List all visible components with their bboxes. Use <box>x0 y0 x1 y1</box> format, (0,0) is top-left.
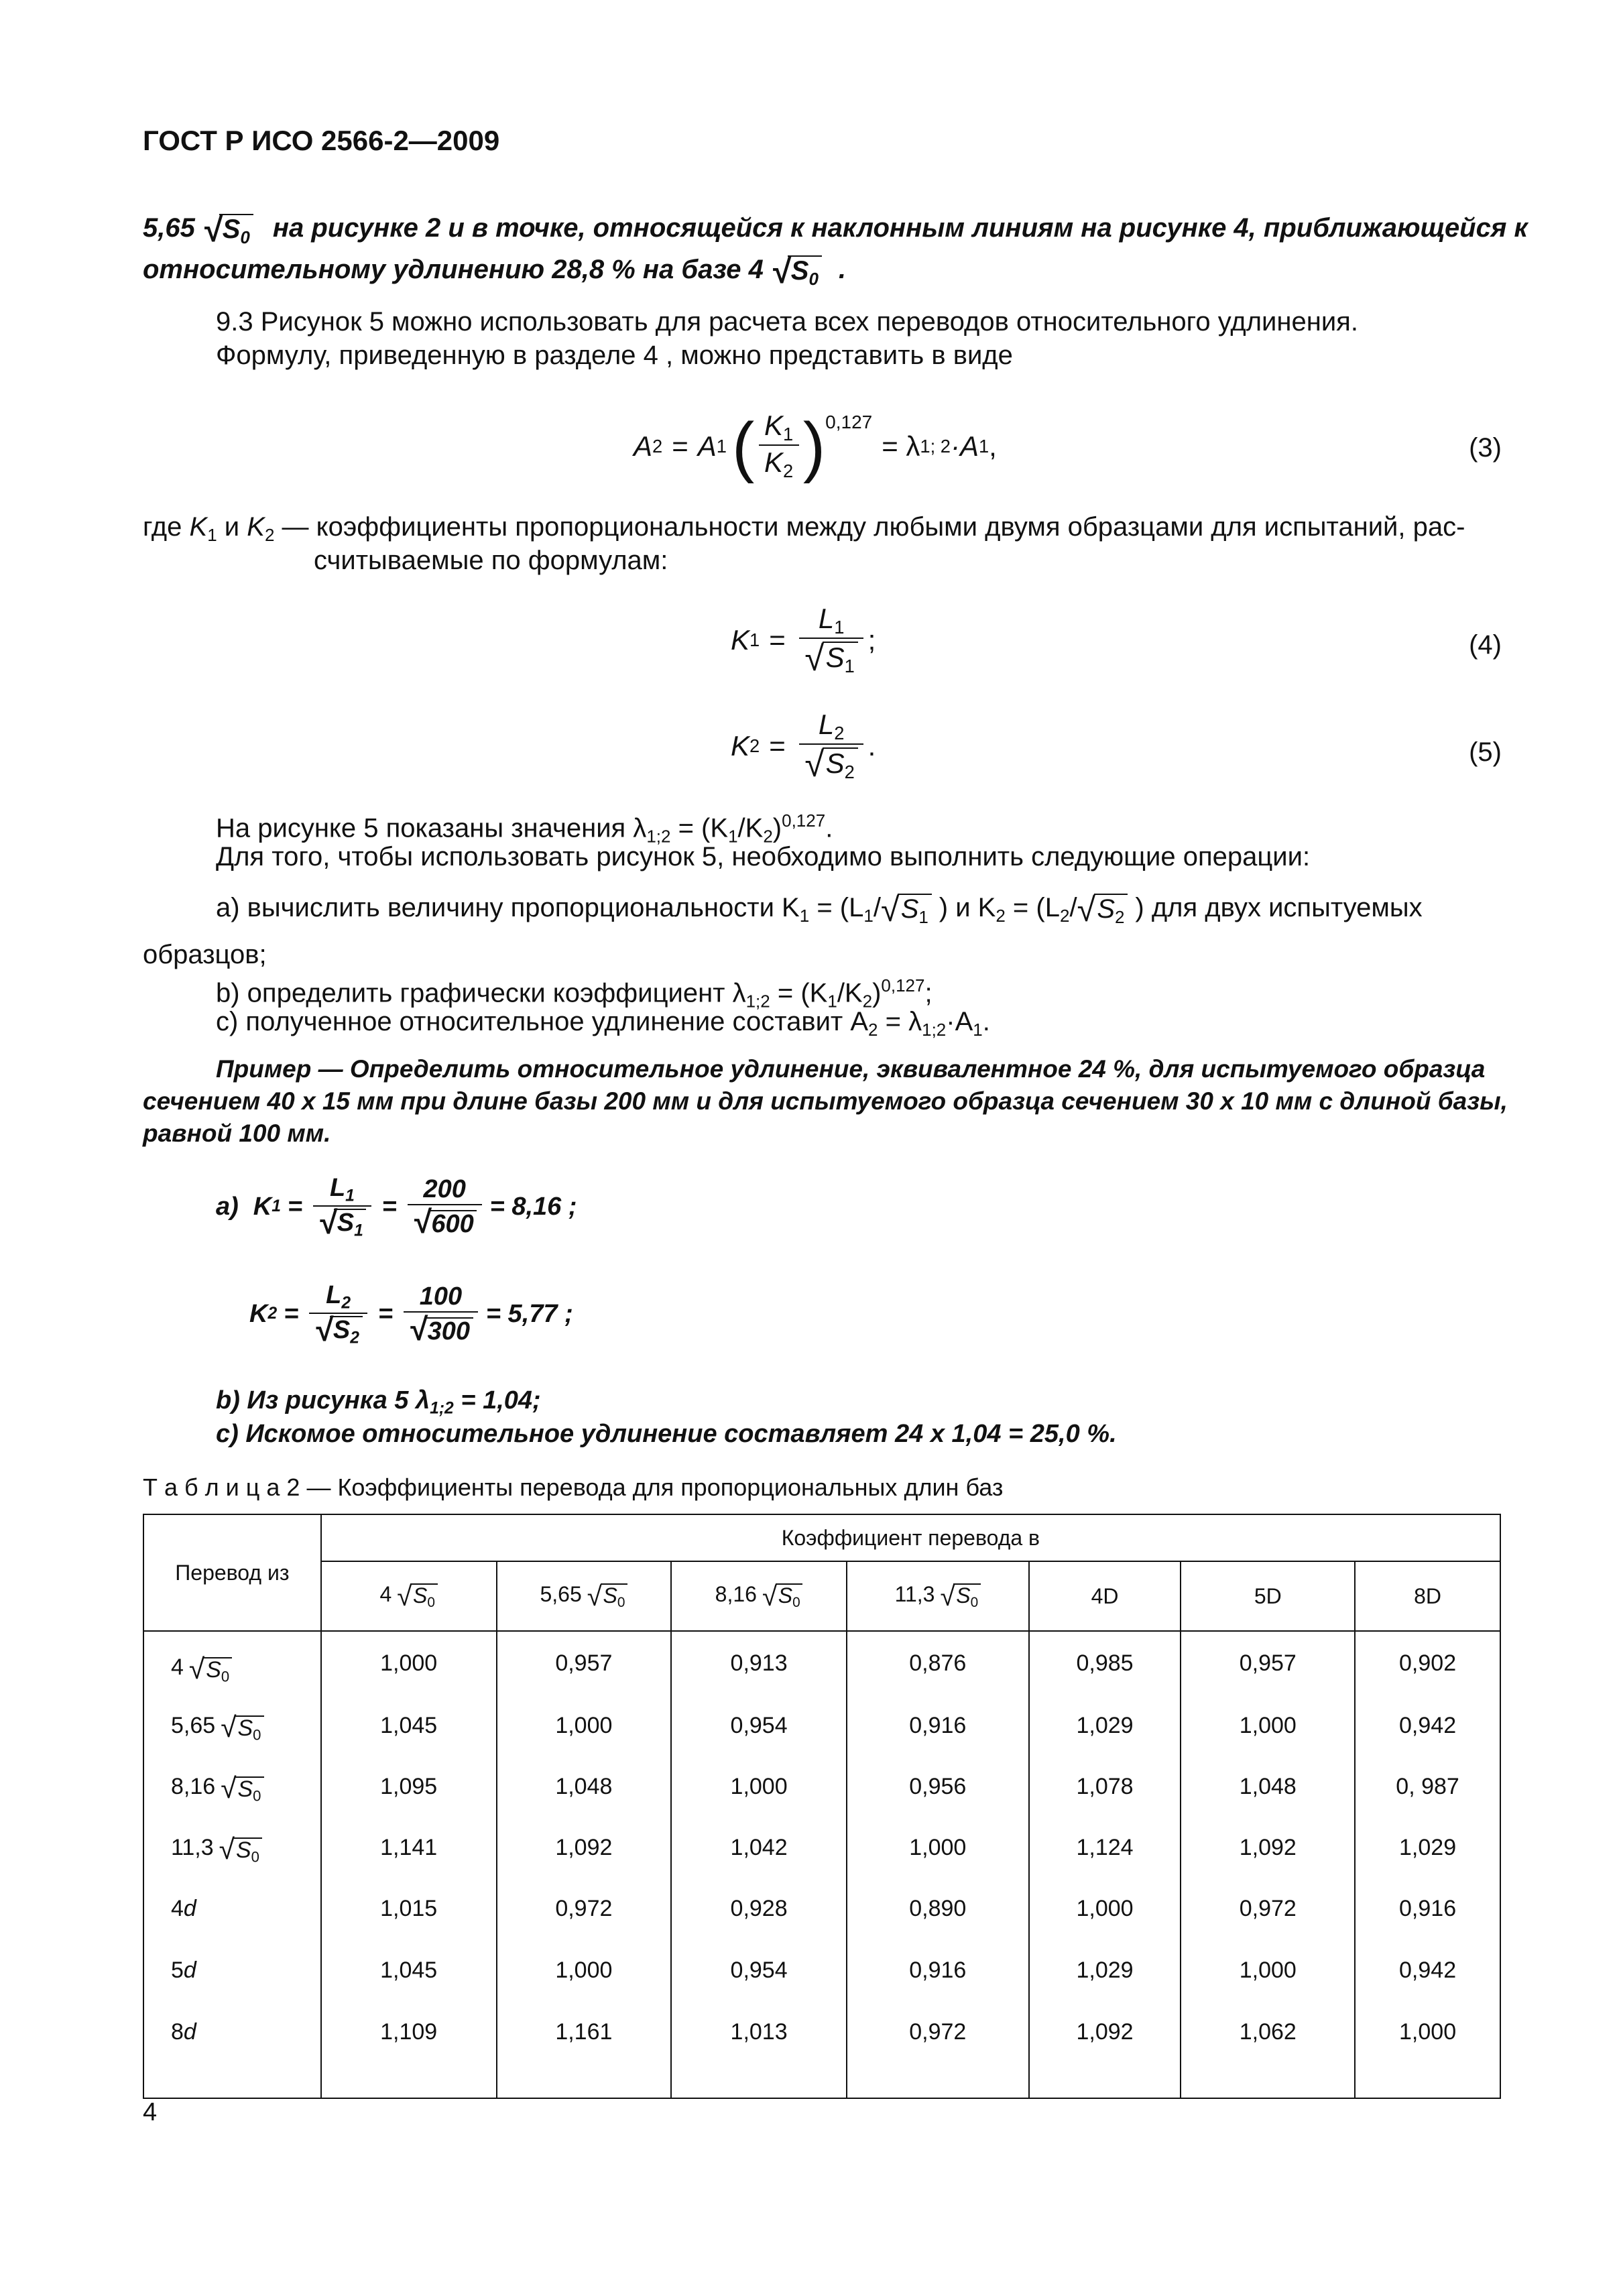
sqrt-symbol: √ $S_0$ <box>771 255 822 288</box>
table-cell: 0, 987 <box>1355 1766 1500 1827</box>
calc-k2: K 2 = $L_2$ √ $S_2$ = 100 √ 300 = 5,77 ; <box>249 1281 573 1349</box>
table-header-row-1 <box>143 1514 1500 1561</box>
sqrt-symbol: √ $S_0$ <box>189 1656 232 1685</box>
table-cell: 1,092 <box>497 1827 672 1888</box>
row-label: 8d <box>143 2011 321 2098</box>
table-header-row-2 <box>143 1561 1500 1631</box>
step-a: а) вычислить величину пропорциональности $K_1 = (L_1/$ √ $S_1$ ) и $K_2 = (L_2/$ √ $S_2$ ) для двух испытуемых <box>216 891 1423 929</box>
table-cell: 0,985 <box>1029 1631 1181 1705</box>
table-row <box>143 1888 1500 1949</box>
table-cell: 1,048 <box>497 1766 672 1827</box>
table-row <box>143 1705 1500 1766</box>
table-cell: 0,913 <box>671 1631 847 1705</box>
where-line-2: считываемые по формулам: <box>314 546 668 575</box>
table-cell: 1,029 <box>1355 1827 1500 1888</box>
step-c: c) полученное относительное удлинение составит $A_2 = \lambda_{1;2}\cdot A_1$. <box>216 1007 990 1040</box>
equation-5: K 2 = $L_2$ √ $S_2$ . <box>731 709 876 784</box>
row-label: 4d <box>143 1888 321 1949</box>
table-cell: 0,957 <box>1181 1631 1355 1705</box>
table-cell: 1,000 <box>671 1766 847 1827</box>
column-header-3: 8,16 √ $S_0$ <box>671 1561 847 1631</box>
conversion-table <box>143 1514 1501 2099</box>
row-label: 11,3 √ $S_0$ <box>143 1827 321 1888</box>
table-cell: 0,972 <box>497 1888 672 1949</box>
intro-line-end: . <box>838 255 846 284</box>
table-cell: 0,876 <box>847 1631 1029 1705</box>
table-cell: 1,000 <box>497 1705 672 1766</box>
document-header: ГОСТ Р ИСО 2566-2—2009 <box>143 125 500 156</box>
figure5-line-1: На рисунке 5 показаны значения $\lambda_{1;2} = (K_1/K_2)^{0,127}$. <box>216 810 833 847</box>
table-cell: 0,928 <box>671 1888 847 1949</box>
column-header-2: 5,65 √ $S_0$ <box>497 1561 672 1631</box>
table-cell: 1,013 <box>671 2011 847 2098</box>
section-9-3-line-2: Формулу, приведенную в разделе 4 , можно представить в виде <box>216 341 1013 370</box>
column-header-5: 4D <box>1029 1561 1181 1631</box>
example-line-1: Пример — Определить относительное удлинение, эквивалентное 24 %, для испытуемого образца <box>216 1055 1486 1083</box>
calc-k1: а) K 1 = $L_1$ √ $S_1$ = 200 √ 600 = 8,16 ; <box>216 1174 577 1242</box>
table-cell: 1,000 <box>1181 1705 1355 1766</box>
sqrt-symbol: √ $S_1$ <box>881 893 932 926</box>
table-cell: 0,902 <box>1355 1631 1500 1705</box>
table-cell: 0,942 <box>1355 1949 1500 2011</box>
column-header-4: 11,3 √ $S_0$ <box>847 1561 1029 1631</box>
table-cell: 0,956 <box>847 1766 1029 1827</box>
row-label: 5d <box>143 1949 321 2011</box>
table-cell: 1,029 <box>1029 1949 1181 2011</box>
row-label: 5,65 √ $S_0$ <box>143 1705 321 1766</box>
table-row <box>143 1631 1500 1705</box>
table-cell: 1,000 <box>1029 1888 1181 1949</box>
table-row <box>143 1949 1500 2011</box>
table-cell: 1,000 <box>1181 1949 1355 2011</box>
sqrt-symbol: √ $S_0$ <box>202 213 253 247</box>
table-cell: 0,916 <box>847 1949 1029 2011</box>
table-caption: Т а б л и ц а 2 — Коэффициенты перевода для пропорциональных длин баз <box>143 1473 1004 1501</box>
step-b: b) определить графически коэффициент $\lambda_{1;2} = (K_1/K_2)^{0,127}$; <box>216 975 933 1012</box>
step-a-continued: образцов; <box>143 940 267 969</box>
table-cell: 1,000 <box>321 1631 497 1705</box>
table-row <box>143 2011 1500 2098</box>
sqrt-symbol: √ $S_0$ <box>221 1775 263 1804</box>
intro-text-1: на рисунке 2 и в точке, относящейся к наклонным линиям на рисунке 4, приближающейся к <box>272 213 1528 243</box>
where-line-1: где $K_1$ и $K_2$ — коэффициенты пропорциональности между любыми двумя образцами для испытаний, рас- <box>143 512 1465 545</box>
table-cell: 0,890 <box>847 1888 1029 1949</box>
equation-4: K 1 = $L_1$ √ $S_1$ ; <box>731 603 876 678</box>
table-cell: 1,141 <box>321 1827 497 1888</box>
table-row <box>143 1766 1500 1827</box>
example-line-3: равной 100 мм. <box>143 1120 331 1147</box>
table-cell: 0,916 <box>1355 1888 1500 1949</box>
table-cell: 1,124 <box>1029 1827 1181 1888</box>
sqrt-symbol: √ $S_0$ <box>940 1583 981 1610</box>
table-cell: 1,015 <box>321 1888 497 1949</box>
example-line-2: сечением 40 х 15 мм при длине базы 200 мм и для испытуемого образца сечением 30 х 10 мм с длиной базы, <box>143 1087 1508 1115</box>
intro-line-2 <box>143 253 846 291</box>
column-header-6: 5D <box>1181 1561 1355 1631</box>
table-cell: 1,092 <box>1029 2011 1181 2098</box>
row-label: 8,16 √ $S_0$ <box>143 1766 321 1827</box>
to-header: Коэффициент перевода в <box>321 1514 1500 1561</box>
section-9-3-line-1: 9.3 Рисунок 5 можно использовать для расчета всех переводов относительного удлинения. <box>216 307 1358 337</box>
calc-b-line: b) Из рисунка 5 $\lambda_{1;2} = 1,04$; <box>216 1386 541 1418</box>
table-cell: 0,916 <box>847 1705 1029 1766</box>
table-cell: 1,000 <box>847 1827 1029 1888</box>
table-cell: 1,029 <box>1029 1705 1181 1766</box>
column-header-1: 4 √ $S_0$ <box>321 1561 497 1631</box>
column-header-7: 8D <box>1355 1561 1500 1631</box>
sqrt-symbol: √ $S_0$ <box>221 1714 263 1743</box>
table-cell: 1,000 <box>497 1949 672 2011</box>
equation-5-number: (5) <box>1469 737 1502 767</box>
table-cell: 0,972 <box>1181 1888 1355 1949</box>
sqrt-symbol: √ $S_2$ <box>1077 893 1128 926</box>
table-cell: 1,062 <box>1181 2011 1355 2098</box>
table-cell: 1,042 <box>671 1827 847 1888</box>
table-cell: 1,045 <box>321 1705 497 1766</box>
page-number: 4 <box>143 2098 158 2126</box>
sqrt-symbol: √ $S_0$ <box>587 1583 628 1610</box>
table-cell: 0,954 <box>671 1705 847 1766</box>
row-label: 4 √ $S_0$ <box>143 1631 321 1705</box>
sqrt-symbol: √ $S_0$ <box>219 1836 262 1865</box>
equation-3: A 2 = A 1 ( $\frac{K_1}{K_2}$ ) 0,127 = λ 1; 2 ·A 1 , <box>634 409 997 485</box>
equation-3-number: (3) <box>1469 433 1502 463</box>
table-cell: 1,045 <box>321 1949 497 2011</box>
sqrt-symbol: √ $S_0$ <box>397 1583 438 1610</box>
table-cell: 0,954 <box>671 1949 847 2011</box>
figure5-line-2: Для того, чтобы использовать рисунок 5, необходимо выполнить следующие операции: <box>216 842 1311 871</box>
table-cell: 1,048 <box>1181 1766 1355 1827</box>
calc-c-line: c) Искомое относительное удлинение составляет 24 х 1,04 = 25,0 %. <box>216 1420 1117 1448</box>
from-header: Перевод из <box>143 1514 321 1631</box>
table-cell: 1,078 <box>1029 1766 1181 1827</box>
equation-3-fraction: $\frac{K_1}{K_2}$ <box>759 410 799 483</box>
table-cell: 0,972 <box>847 2011 1029 2098</box>
table-cell: 0,957 <box>497 1631 672 1705</box>
table-cell: 1,109 <box>321 2011 497 2098</box>
intro-text-2: относительному удлинению 28,8 % на базе 4 <box>143 255 764 284</box>
intro-line-1 <box>143 212 1528 247</box>
table-cell: 1,095 <box>321 1766 497 1827</box>
table-cell: 1,092 <box>1181 1827 1355 1888</box>
intro-prefix: 5,65 <box>143 213 195 243</box>
table-row <box>143 1827 1500 1888</box>
equation-4-number: (4) <box>1469 630 1502 660</box>
table-cell: 1,161 <box>497 2011 672 2098</box>
table-cell: 0,942 <box>1355 1705 1500 1766</box>
table-cell: 1,000 <box>1355 2011 1500 2098</box>
sqrt-symbol: √ $S_0$ <box>762 1583 803 1610</box>
